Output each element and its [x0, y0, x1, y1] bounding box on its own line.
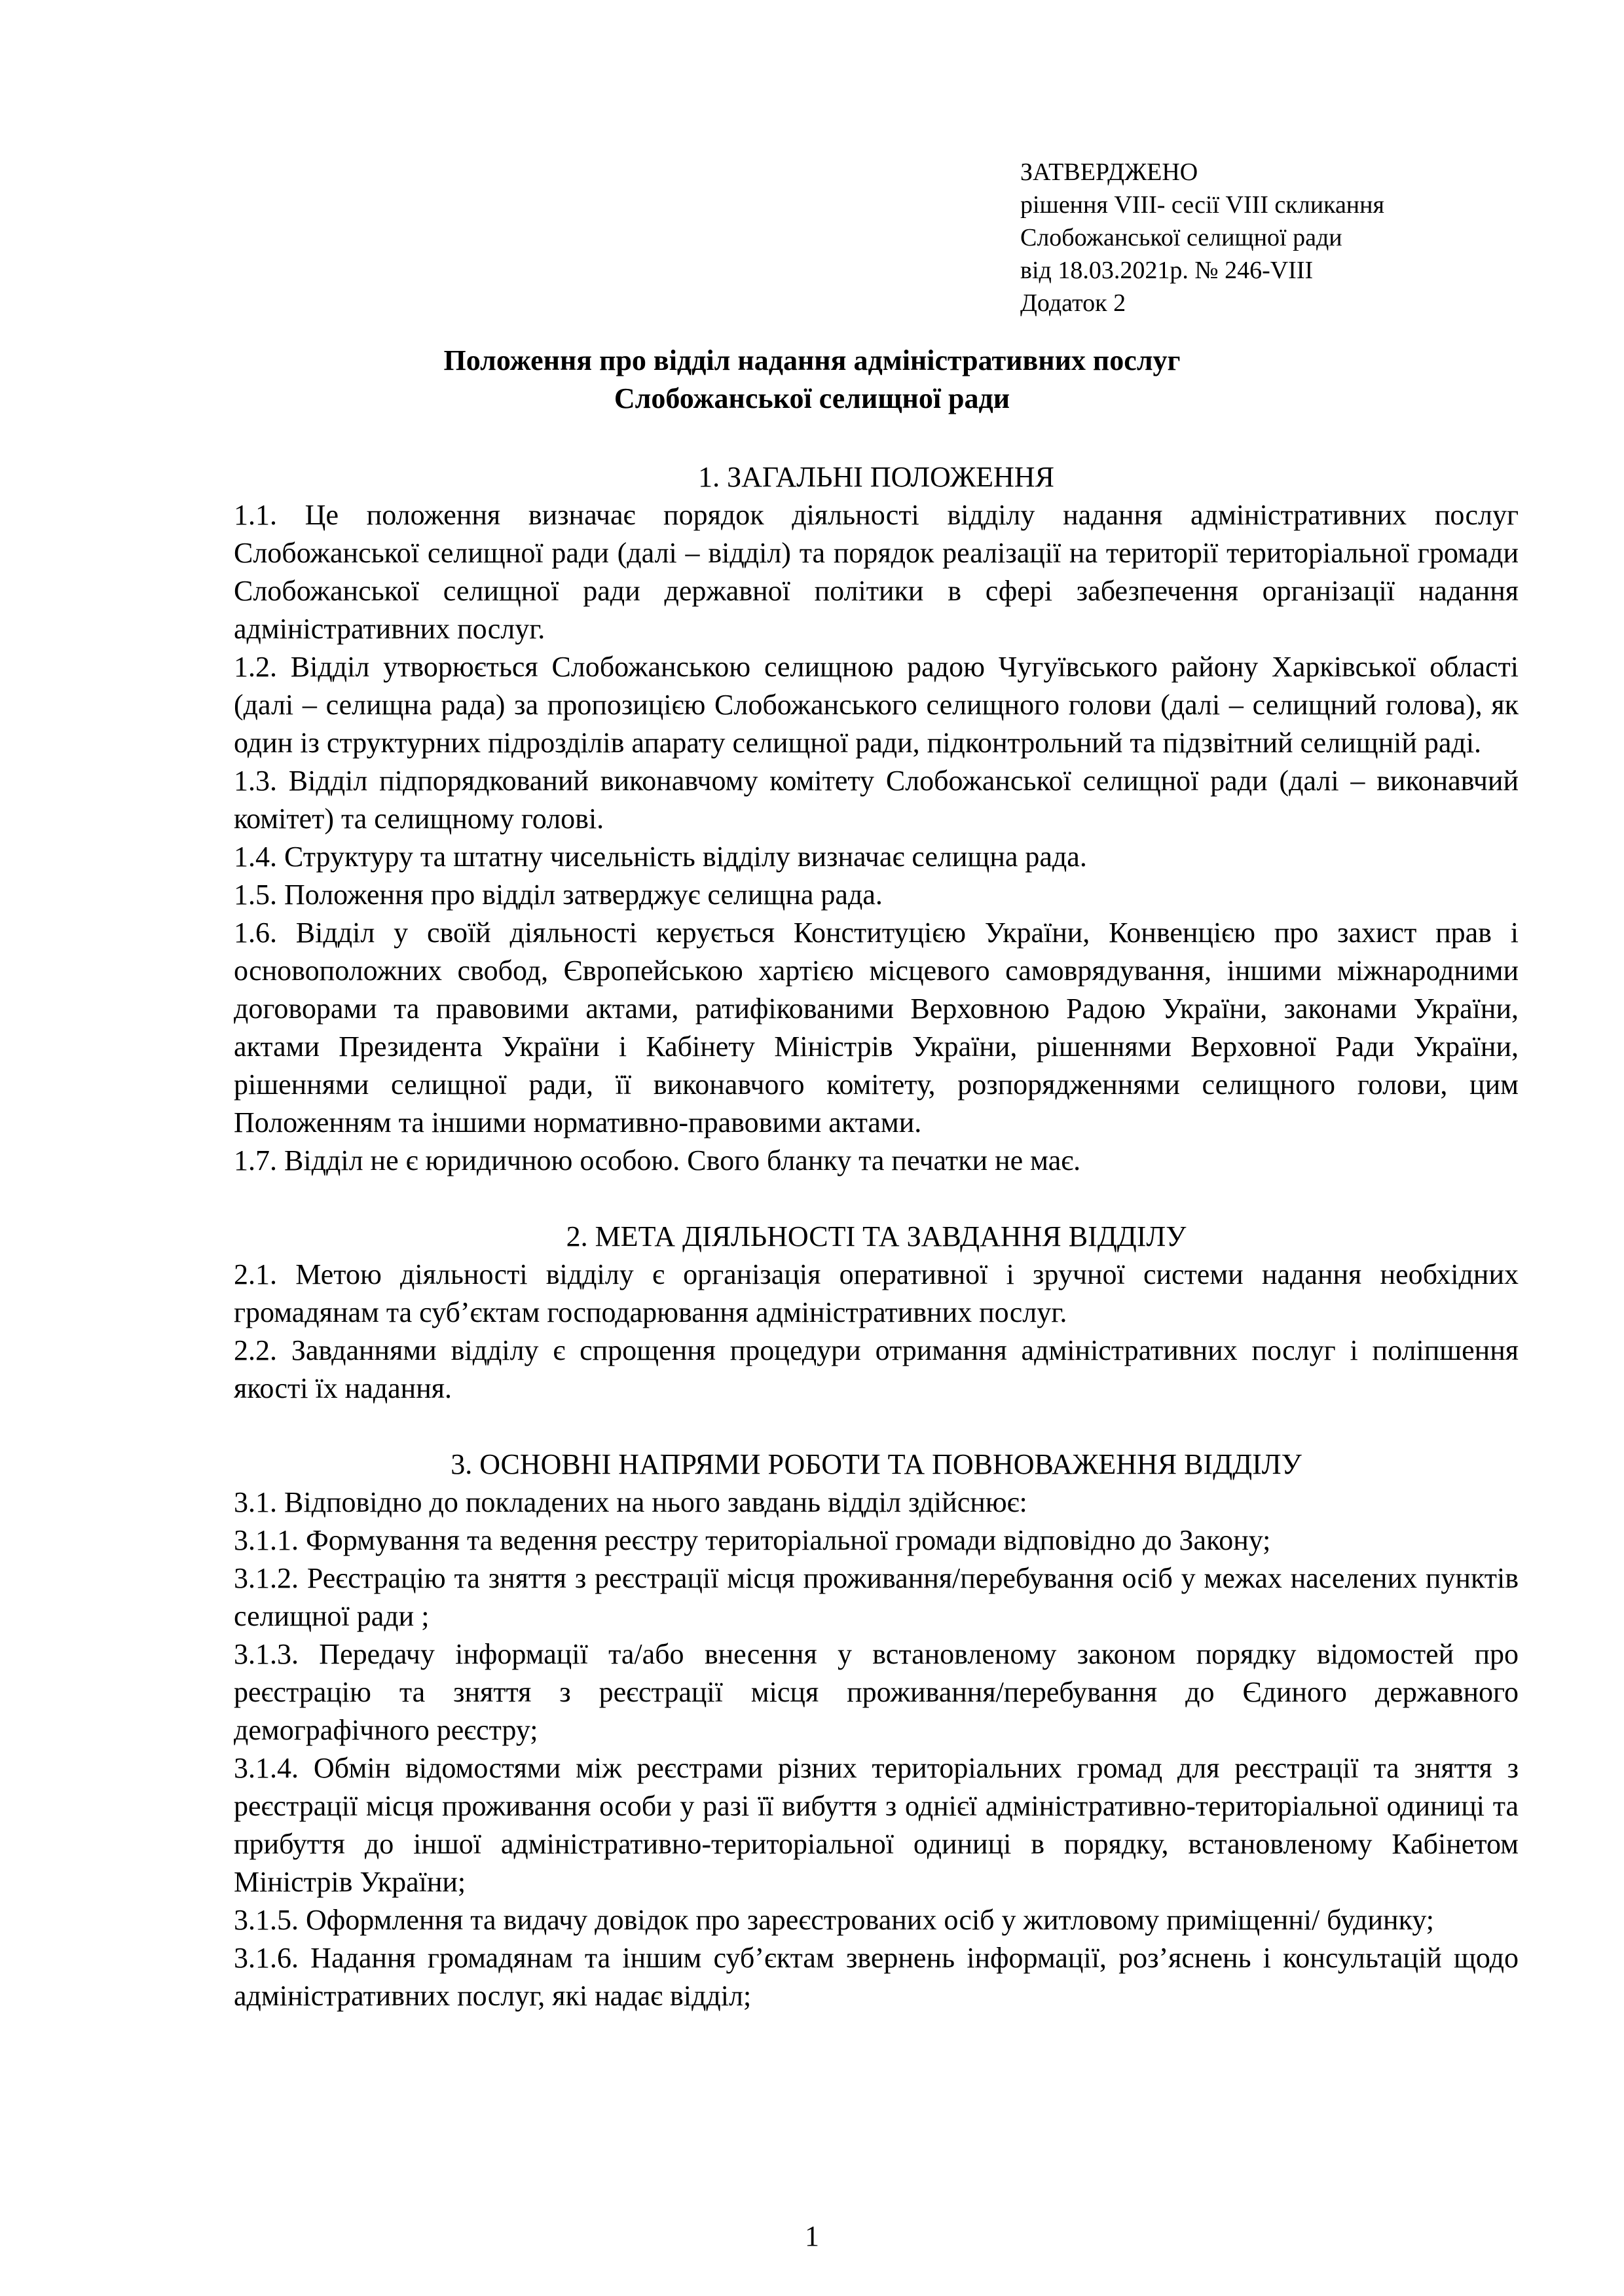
approval-line: рішення VIII- сесії VIII скликання [1020, 191, 1384, 219]
approval-line: Додаток 2 [1020, 289, 1126, 317]
paragraph: 2.1. Метою діяльності відділу є організація оперативної і зручної системи надання необхідних громадянам та суб’єктам господарювання адміністративних послуг. [234, 1258, 1519, 1328]
document-title-line: Положення про відділ надання адміністративних послуг [443, 344, 1181, 376]
paragraph: 1.1. Це положення визначає порядок діяльності відділу надання адміністративних послуг Слобожанської селищної ради (далі – відділ) та порядок реалізації на території територіальної громади Слобожанської селищної ради державної політики в сфері забезпечення організації надання адміністративних послуг. [234, 499, 1519, 645]
paragraph: 1.2. Відділ утворюється Слобожанською селищною радою Чугуївського району Харківської області (далі – селищна рада) за пропозицією Слобожанського селищного голови (далі – селищний голова), як один із структурних підрозділів апарату селищної ради, підконтрольний та підзвітний селищній раді. [234, 651, 1519, 759]
section-heading: 2. МЕТА ДІЯЛЬНОСТІ ТА ЗАВДАННЯ ВІДДІЛУ [566, 1220, 1187, 1252]
document-title-line: Слобожанської селищної ради [614, 382, 1010, 414]
paragraph: 1.4. Структуру та штатну чисельність відділу визначає селищна рада. [234, 841, 1087, 873]
document-body [234, 458, 1519, 2015]
section-heading: 1. ЗАГАЛЬНІ ПОЛОЖЕННЯ [698, 461, 1054, 493]
paragraph: 3.1.4. Обмін відомостями між реєстрами різних територіальних громад для реєстрації та зняття з реєстрації місця проживання особи у разі її вибуття з однієї адміністративно-територіальної одиниці та прибуття до іншої адміністративно-територіальної одиниці в порядку, встановленому Кабінетом Міністрів України; [234, 1752, 1519, 1898]
approval-line: ЗАТВЕРДЖЕНО [1020, 158, 1198, 186]
paragraph: 2.2. Завданнями відділу є спрощення процедури отримання адміністративних послуг і поліпшення якості їх надання. [234, 1334, 1519, 1404]
paragraph: 1.3. Відділ підпорядкований виконавчому комітету Слобожанської селищної ради (далі – виконавчий комітет) та селищному голові. [234, 765, 1519, 835]
paragraph: 3.1.6. Надання громадянам та іншим суб’єктам звернень інформації, роз’яснень і консультацій щодо адміністративних послуг, які надає відділ; [234, 1942, 1519, 2012]
paragraph: 3.1.3. Передачу інформації та/або внесення у встановленому законом порядку відомостей про реєстрацію та зняття з реєстрації місця проживання/перебування до Єдиного державного демографічного реєстру; [234, 1638, 1519, 1746]
document-title [0, 342, 1624, 418]
approval-line: Слобожанської селищної ради [1020, 224, 1342, 251]
paragraph: 3.1.5. Оформлення та видачу довідок про зареєстрованих осіб у житловому приміщенні/ будинку; [234, 1904, 1435, 1936]
paragraph: 1.5. Положення про відділ затверджує селищна рада. [234, 879, 883, 911]
section-heading: 3. ОСНОВНІ НАПРЯМИ РОБОТИ ТА ПОВНОВАЖЕННЯ ВІДДІЛУ [451, 1448, 1302, 1480]
approval-stamp-block [1020, 156, 1384, 319]
paragraph: 3.1. Відповідно до покладених на нього завдань відділ здійснює: [234, 1486, 1027, 1518]
paragraph: 1.7. Відділ не є юридичною особою. Свого бланку та печатки не має. [234, 1144, 1081, 1176]
approval-line: від 18.03.2021р. № 246-VIII [1020, 257, 1314, 284]
paragraph: 3.1.1. Формування та ведення реєстру територіальної громади відповідно до Закону; [234, 1524, 1271, 1556]
paragraph: 3.1.2. Реєстрацію та зняття з реєстрації місця проживання/перебування осіб у межах населених пунктів селищної ради ; [234, 1562, 1519, 1632]
paragraph: 1.6. Відділ у своїй діяльності керується Конституцією України, Конвенцією про захист прав і основоположних свобод, Європейською хартією місцевого самоврядування, іншими міжнародними договорами та правовими актами, ратифікованими Верховною Радою України, законами України, актами Президента України і Кабінету Міністрів України, рішеннями Верховної Ради України, рішеннями селищної ради, її виконавчого комітету, розпорядженнями селищного голови, цим Положенням та іншими нормативно-правовими актами. [234, 917, 1519, 1139]
page-number: 1 [805, 2220, 819, 2252]
